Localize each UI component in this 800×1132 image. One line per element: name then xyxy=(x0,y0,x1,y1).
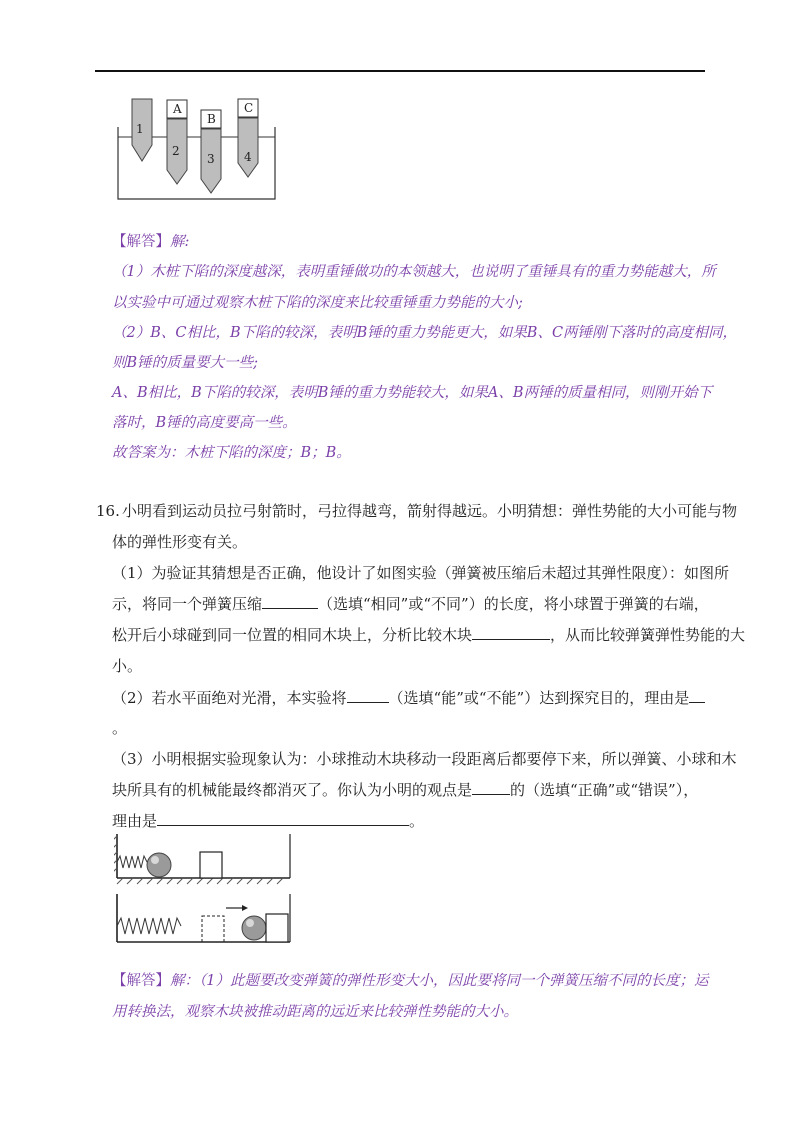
question16-stem-2: 体的弹性形变有关。 xyxy=(112,533,248,551)
text-segment: （选填“相同”或“不同”）的长度，将小球置于弹簧的右端， xyxy=(318,595,709,613)
answer15-line-5: A、B相比，B下陷的较深，表明B锤的重力势能较大，如果A、B两锤的质量相同，则刚开始下 xyxy=(112,385,713,401)
question16-number: 16. xyxy=(96,502,120,520)
text-segment: 块所具有的机械能最终都消灭了。你认为小明的观点是 xyxy=(112,781,473,799)
text-segment: ，从而比较弹簧弹性势能的大 xyxy=(550,626,746,644)
answer-intro: 解: xyxy=(170,234,190,250)
answer15-line-3: （2）B、C相比，B下陷的较深，表明B锤的重力势能更大，如果B、C两锤刚下落时的高度相同， xyxy=(112,325,738,341)
hammer-label-c: C xyxy=(244,101,254,115)
question16-part3-line3 xyxy=(112,811,424,831)
text-segment: 。 xyxy=(409,812,425,830)
text-segment: 理由是 xyxy=(112,812,158,830)
answer-blank[interactable] xyxy=(689,688,705,703)
question16-part1-line4: 小。 xyxy=(112,657,143,675)
question16-part2-line2: 。 xyxy=(112,719,128,737)
answer16-line-1 xyxy=(112,971,708,991)
question16-part1-line2 xyxy=(112,594,709,614)
answer15-line-6: 落时，B锤的高度要高一些。 xyxy=(112,415,297,431)
answer15-line-1: （1）木桩下陷的深度越深，表明重锤做功的本领越大，也说明了重锤具有的重力势能越大，所 xyxy=(112,264,716,280)
question16-part3-line2 xyxy=(112,780,698,800)
stake-label-4: 4 xyxy=(244,150,252,164)
answer15-line-7: 故答案为：木桩下陷的深度；B；B。 xyxy=(112,445,351,461)
spring-ball-figure xyxy=(114,832,294,946)
answer-blank[interactable] xyxy=(262,594,318,609)
answer-text: 解：（1）此题要改变弹簧的弹性形变大小，因此要将同一个弹簧压缩不同的长度；运 xyxy=(170,973,709,989)
answer16-line-2: 用转换法，观察木块被推动距离的远近来比较弹性势能的大小。 xyxy=(112,1004,518,1020)
answer15-line-4: 则B锤的质量要大一些; xyxy=(112,355,259,371)
answer-blank[interactable] xyxy=(472,780,510,795)
text-segment: （2）若水平面绝对光滑，本实验将 xyxy=(112,689,347,707)
text-segment: 的（选填“正确”或“错误”）， xyxy=(510,781,699,799)
text-segment: 松开后小球碰到同一位置的相同木块上，分析比较木块 xyxy=(112,626,473,644)
stake-label-3: 3 xyxy=(207,152,215,166)
answer-blank[interactable] xyxy=(157,811,409,826)
question16-part2-line1 xyxy=(112,688,705,708)
answer-blank[interactable] xyxy=(472,625,550,640)
question16-part1-line3 xyxy=(112,625,745,645)
answer-blank[interactable] xyxy=(347,688,389,703)
stake-label-2: 2 xyxy=(172,144,180,158)
answer-tag: 【解答】 xyxy=(112,234,170,250)
question16-part1-line1: （1）为验证其猜想是否正确，他设计了如图实验（弹簧被压缩后未超过其弹性限度）：如图所 xyxy=(112,564,730,582)
answer-tag: 【解答】 xyxy=(112,973,170,989)
text-segment: （选填“能”或“不能”）达到探究目的，理由是 xyxy=(388,689,690,707)
hammer-label-b: B xyxy=(207,112,216,126)
text-segment: 示，将同一个弹簧压缩 xyxy=(112,595,263,613)
answer15-heading xyxy=(112,232,189,252)
stake-figure xyxy=(115,95,280,205)
header-rule xyxy=(95,70,705,72)
stake-label-1: 1 xyxy=(136,122,144,136)
question16-stem-1: 小明看到运动员拉弓射箭时，弓拉得越弯，箭射得越远。小明猜想：弹性势能的大小可能与物 xyxy=(122,502,738,520)
answer15-line-2: 以实验中可通过观察木桩下陷的深度来比较重锤重力势能的大小; xyxy=(112,295,523,311)
hammer-label-a: A xyxy=(173,102,182,116)
question16-part3-line1: （3）小明根据实验现象认为：小球推动木块移动一段距离后都要停下来，所以弹簧、小球和木 xyxy=(112,750,737,768)
